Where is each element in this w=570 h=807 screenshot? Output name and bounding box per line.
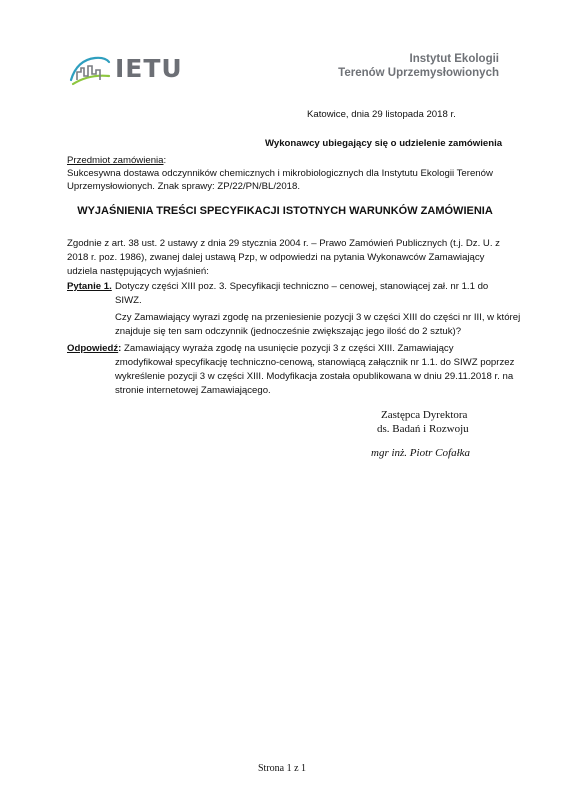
signature-title: ds. Badań i Rozwoju <box>377 423 469 435</box>
question-line: SIWZ. <box>115 295 142 306</box>
signature-title: Zastępca Dyrektora <box>381 409 468 421</box>
institute-name-line: Terenów Uprzemysłowionych <box>338 66 499 79</box>
subject-line: Sukcesywna dostawa odczynników chemicznych i mikrobiologicznych dla Instytutu Ekologii Terenów <box>67 168 493 179</box>
answer-colon: : <box>118 343 122 354</box>
subject-label: Przedmiot zamówienia <box>67 155 164 166</box>
answer-line: stronie internetowej Zamawiającego. <box>115 385 271 396</box>
question-label: Pytanie 1. <box>67 281 112 292</box>
answer-line: zmodyfikował specyfikację techniczno-cenową, stanowiącą załącznik nr 1.1. do SIWZ poprzez <box>115 357 515 368</box>
answer-label: Odpowiedź <box>67 343 119 354</box>
ietu-logo <box>69 50 189 94</box>
subject-line: Uprzemysłowionych. Znak sprawy: ZP/22/PN/BL/2018. <box>67 181 301 192</box>
logo-wordmark: IETU <box>115 54 183 83</box>
signer-name: mgr inż. Piotr Cofałka <box>371 447 471 459</box>
recipient: Wykonawcy ubiegający się o udzielenie zamówienia <box>265 138 503 149</box>
intro-line: Zgodnie z art. 38 ust. 2 ustawy z dnia 29 stycznia 2004 r. – Prawo Zamówień Publicznych (t.j. Dz. U. z <box>67 238 500 249</box>
institute-name <box>338 53 499 80</box>
intro-line: udziela następujących wyjaśnień: <box>67 266 209 277</box>
subject-colon: : <box>163 155 167 166</box>
intro-line: 2018 r. poz. 1986), zwanej dalej ustawą Pzp, w odpowiedzi na pytania Wykonawców Zamawiający <box>67 252 485 263</box>
page-number: Strona 1 z 1 <box>258 763 307 774</box>
answer-line: wykreślenie pozycji 3 w części XIII. Modyfikacja została opublikowana w dniu 29.11.2018 r. na <box>115 371 514 382</box>
subject-heading <box>67 154 166 168</box>
question-line: znajduje się ten sam odczynnik (jednocześnie zwiększając jego ilość do 2 sztuk)? <box>115 326 462 337</box>
answer-heading <box>67 342 121 356</box>
institute-name-line: Instytut Ekologii <box>409 53 499 65</box>
question-line: Dotyczy części XIII poz. 3. Specyfikacji techniczno – cenowej, stanowiącej zał. nr 1.1 do <box>115 281 489 292</box>
place-date: Katowice, dnia 29 listopada 2018 r. <box>307 109 456 120</box>
ietu-logo-icon <box>69 54 111 88</box>
question-line: Czy Zamawiający wyrazi zgodę na przeniesienie pozycji 3 w części XIII do części nr III, w której <box>115 312 521 323</box>
document-title: WYJAŚNIENIA TREŚCI SPECYFIKACJI ISTOTNYCH WARUNKÓW ZAMÓWIENIA <box>77 205 493 217</box>
answer-line: Zamawiający wyraża zgodę na usunięcie pozycji 3 z części XIII. Zamawiający <box>124 343 454 354</box>
